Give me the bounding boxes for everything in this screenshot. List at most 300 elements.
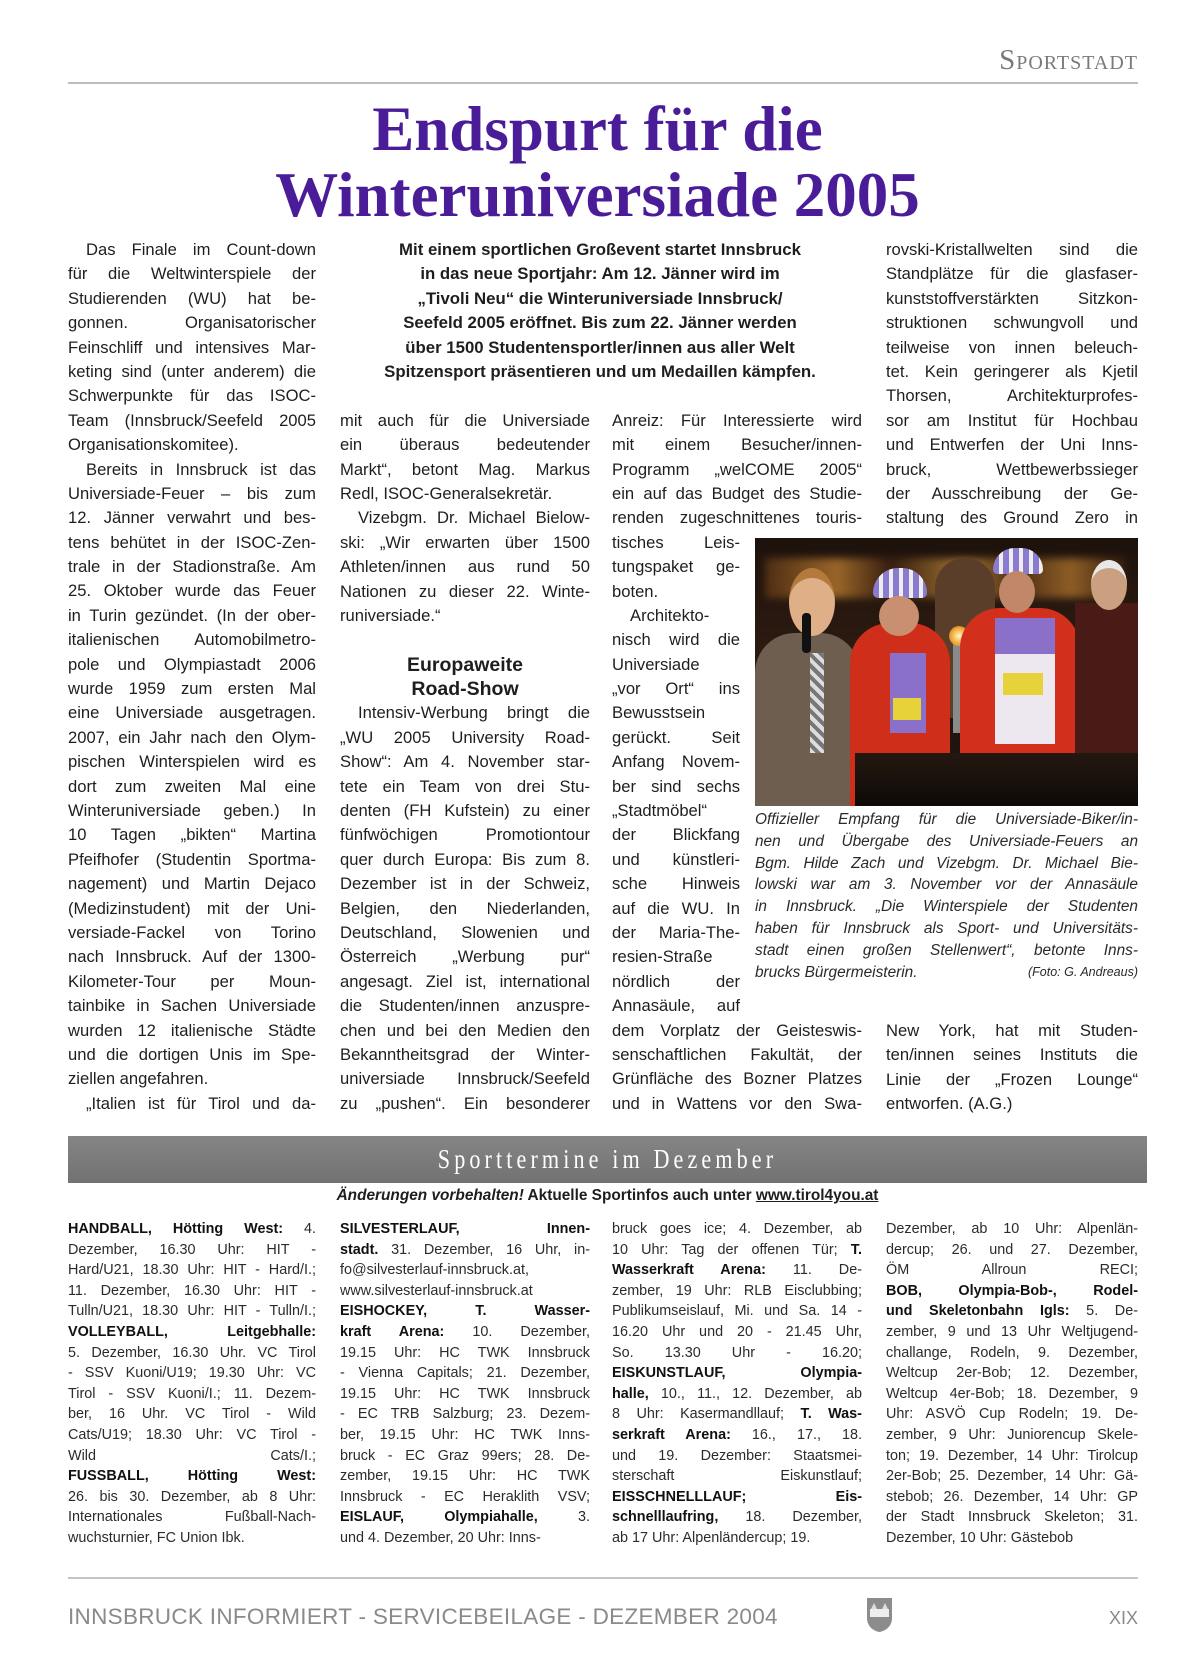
text-line: 2007, ein Jahr nach den Olym- <box>68 727 316 747</box>
text-line: Universiade <box>612 654 700 674</box>
schedule-text: Weltcup 4er-Bob; 18. Dezember, 9 <box>886 1385 1138 1402</box>
schedule-line <box>886 1219 1138 1240</box>
schedule-text: Hard/U21, 18.30 Uhr: HIT - Hard/I.; <box>68 1262 316 1279</box>
schedule-text: Innsbruck - EC Heraklith VSV; <box>340 1488 590 1505</box>
schedule-event-heading: EISSCHNELLLAUF; Eis- <box>612 1488 862 1505</box>
text-line: angesagt. Ziel ist, international <box>340 971 590 991</box>
schedule-line <box>68 1281 316 1302</box>
text-line: die Studenten/innen anzuspre- <box>340 996 590 1016</box>
schedule-text: 5. De- <box>1069 1303 1138 1320</box>
spacer <box>340 628 590 652</box>
schedule-text: So. 13.30 Uhr - 16.20; <box>612 1344 862 1361</box>
schedule-text: zember, 19 Uhr: RLB Eisclubbing; <box>612 1282 862 1299</box>
schedule-line <box>340 1425 590 1446</box>
article-column-1 <box>68 238 316 1116</box>
text-line: Deutschland, Slowenien und <box>340 923 590 942</box>
text-line: Redl, ISOC-Generalsekretär. <box>340 483 553 503</box>
schedule-line <box>886 1507 1138 1528</box>
schedule-line <box>612 1219 862 1240</box>
text-line: der Ausschreibung der Ge- <box>886 483 1138 503</box>
text-line: Thorsen, Architekturprofes- <box>886 386 1138 406</box>
schedule-line <box>68 1343 316 1364</box>
schedule-line <box>886 1466 1138 1487</box>
tirol4you-link[interactable]: www.tirol4you.at <box>755 1187 879 1204</box>
schedule-column-1 <box>68 1219 316 1549</box>
text-line: sche Hinweis <box>612 874 740 894</box>
schedule-text: 11. De- <box>765 1262 862 1279</box>
text-line: gerückt. Seit <box>612 727 740 747</box>
text-line: eine Universiade ausgetragen. <box>68 703 316 723</box>
text-line: gonnen. Organisatorischer <box>68 313 316 333</box>
text-line: Winteruniversiade geben.) In <box>68 800 316 820</box>
cyclist-2-number <box>1003 673 1043 695</box>
text-line: Bereits in Innsbruck ist das <box>86 459 316 479</box>
lede-line: über 1500 Studentensportler/innen aus aller Welt <box>405 337 795 357</box>
schedule-event-heading: HANDBALL, Hötting West: <box>68 1221 284 1237</box>
text-line: „Italien ist für Tirol und da- <box>86 1093 316 1113</box>
text-line: mit auch für die Universiade <box>340 410 590 430</box>
text-line: struktionen schwungvoll und <box>886 313 1138 333</box>
schedule-line <box>340 1446 590 1467</box>
schedule-text: zember, 19.15 Uhr: HC TWK <box>340 1468 590 1485</box>
schedule-text: Tulln/U21, 18.30 Uhr: HIT - Tulln/I.; <box>68 1303 316 1320</box>
schedule-note-text: Aktuelle Sportinfos auch unter <box>523 1187 756 1204</box>
text-line: „Stadtmöbel“ <box>612 801 707 821</box>
bicycles <box>855 753 1138 806</box>
schedule-event-heading: T. Was- <box>800 1406 862 1423</box>
cyclist-1-number <box>893 698 921 720</box>
schedule-event-heading: EISHOCKEY, T. Wasser- <box>340 1303 590 1320</box>
caption-line: Offizieller Empfang für die Universiade-Biker/in- <box>755 811 1138 828</box>
text-line: (Medizinstudent) mit der Uni- <box>68 898 316 918</box>
schedule-text: 11. Dezember, 16.30 Uhr: HIT - <box>68 1282 316 1299</box>
text-line: Österreich „Werbung pur“ <box>340 947 590 967</box>
text-line: Nationen zu dieser 22. Winte- <box>340 581 590 601</box>
schedule-text: 18. Dezember, <box>718 1509 862 1526</box>
schedule-text: 5. Dezember, 16.30 Uhr. VC Tirol <box>68 1344 316 1361</box>
text-line: Kilometer-Tour per Moun- <box>68 971 316 991</box>
schedule-text: stebob; 26. Dezember, 14 Uhr: GP <box>886 1488 1138 1505</box>
schedule-line <box>886 1446 1138 1467</box>
schedule-line <box>340 1363 590 1384</box>
schedule-text: zember, 9 Uhr: Juniorencup Skele- <box>886 1426 1138 1443</box>
schedule-event-heading: halle, <box>612 1385 649 1402</box>
article-column-4-bottom <box>886 1019 1138 1117</box>
text-line: Architekto- <box>630 605 710 625</box>
schedule-text: 2er-Bob; 25. Dezember, 14 Uhr: Gä- <box>886 1468 1138 1485</box>
text-line: boten. <box>612 581 659 601</box>
text-line: und in Wattens vor den Swa- <box>612 1093 862 1113</box>
schedule-line <box>612 1507 862 1528</box>
text-line: Studierenden (WU) hat be- <box>68 288 316 308</box>
text-line: ziellen angefahren. <box>68 1069 209 1089</box>
schedule-line <box>612 1260 862 1281</box>
schedule-text: - SSV Kuoni/U19; 19.30 Uhr: VC <box>68 1365 316 1382</box>
text-line: nördlich der <box>612 971 740 991</box>
schedule-text: 8 Uhr: Kasermandllauf; <box>612 1406 801 1423</box>
caption-line: in Innsbruck. „Die Winterspiele der Studenten <box>755 898 1138 916</box>
schedule-line <box>886 1301 1138 1322</box>
article-title-line-2: Winteruniversiade 2005 <box>275 160 920 230</box>
schedule-text: 10. Dezember, <box>444 1323 590 1340</box>
schedule-column-4 <box>886 1219 1138 1549</box>
text-line: Bekanntheitsgrad der Winter- <box>340 1044 590 1064</box>
schedule-column-3 <box>612 1219 862 1549</box>
person-mayor-head <box>789 568 835 636</box>
lede-line: in das neue Sportjahr: Am 12. Jänner wird im <box>420 264 780 284</box>
text-line: tainbike in Sachen Universiade <box>68 996 316 1016</box>
schedule-text: ton; 19. Dezember, 14 Uhr: Tirolcup <box>886 1447 1138 1464</box>
caption-line: haben für Innsbruck als Sport- und Universitäts- <box>755 919 1138 937</box>
text-line: Schwerpunkte für das ISOC- <box>68 386 316 406</box>
schedule-line <box>612 1363 862 1384</box>
text-line: Organisationskomitee). <box>68 435 239 455</box>
text-line: und die dortigen Unis im Spe- <box>68 1044 316 1064</box>
cyclist-1-bib <box>890 653 926 733</box>
photo-credit: (Foto: G. Andreaus) <box>1028 964 1138 979</box>
caption-line <box>755 962 1138 984</box>
text-line: rovski-Kristallwelten sind die <box>886 240 1138 259</box>
text-line: versiade-Fackel von Torino <box>68 922 316 942</box>
schedule-event-heading: kraft Arena: <box>340 1323 445 1340</box>
schedule-event-heading: T. <box>850 1241 862 1258</box>
page-number: XIX <box>1108 1608 1138 1628</box>
text-line: Linie der „Frozen Lounge“ <box>886 1069 1138 1089</box>
text-line: Programm „welCOME 2005“ <box>612 459 862 479</box>
schedule-line <box>612 1404 862 1425</box>
schedule-line <box>340 1240 590 1261</box>
schedule-line <box>68 1240 316 1261</box>
schedule-line <box>340 1322 590 1343</box>
schedule-text: 19.15 Uhr: HC TWK Innsbruck <box>340 1385 590 1402</box>
schedule-line <box>340 1219 590 1240</box>
text-line: Pfeifhofer (Studentin Sportma- <box>68 849 316 869</box>
schedule-line <box>68 1466 316 1487</box>
text-line: Standplätze für die glasfaser- <box>886 264 1138 284</box>
text-line: sor am Institut für Hochbau <box>886 410 1138 430</box>
schedule-event-heading: serkraft Arena: <box>612 1426 731 1443</box>
schedule-text: bruck - EC Graz 99ers; 28. De- <box>340 1447 590 1464</box>
schedule-text: Uhr: ASVÖ Cup Rodeln; 19. De- <box>886 1406 1138 1423</box>
text-line: der Maria-The- <box>612 923 740 942</box>
text-line: resien-Straße <box>612 947 713 967</box>
schedule-text: ber, 19.15 Uhr: HC TWK Inns- <box>340 1426 590 1443</box>
innsbruck-coat-of-arms-icon <box>866 1597 893 1633</box>
schedule-line <box>886 1322 1138 1343</box>
caption-line: stadt einen großen Stellenwert“, betonte Inns- <box>755 941 1138 959</box>
text-line: entworfen. (A.G.) <box>886 1093 1013 1113</box>
schedule-text: und 19. Dezember: Staatsmei- <box>612 1447 862 1464</box>
schedule-line <box>612 1466 862 1487</box>
schedule-text: www.silvesterlauf-innsbruck.at <box>340 1282 533 1299</box>
person-mayor-coat <box>755 633 860 806</box>
text-line: und Entwerfen der Uni Inns- <box>886 435 1138 455</box>
text-line: zu „pushen“. Ein besonderer <box>340 1093 590 1113</box>
subheading: Road-Show <box>411 678 519 701</box>
schedule-event-heading: und Skeletonbahn Igls: <box>886 1303 1070 1320</box>
schedule-event-heading: EISLAUF, Olympiahalle, <box>340 1509 538 1526</box>
schedule-event-heading: EISKUNSTLAUF, Olympia- <box>612 1365 862 1382</box>
schedule-event-heading: BOB, Olympia-Bob-, Rodel- <box>886 1282 1138 1299</box>
schedule-line <box>886 1425 1138 1446</box>
text-line: Bewusstsein <box>612 703 706 723</box>
text-line: nagement) und Martin Dejaco <box>68 874 316 894</box>
schedule-text: bruck goes ice; 4. Dezember, ab <box>612 1221 862 1237</box>
schedule-text: 4. <box>283 1221 316 1237</box>
text-line: Vizebgm. Dr. Michael Bielow- <box>358 508 590 528</box>
text-line: und künstleri- <box>612 849 740 869</box>
text-line: Belgien, den Niederlanden, <box>340 898 590 918</box>
text-line: Anreiz: Für Interessierte wird <box>612 410 862 430</box>
schedule-text: ab 17 Uhr: Alpenländercup; 19. <box>612 1529 811 1546</box>
schedule-line <box>612 1487 862 1508</box>
schedule-line <box>68 1425 316 1446</box>
schedule-text: 10 Uhr: Tag der offenen Tür; <box>612 1241 851 1258</box>
cyclist-2-face <box>999 571 1035 613</box>
text-line: in Turin gezündet. (In der ober- <box>68 605 316 625</box>
schedule-line <box>886 1404 1138 1425</box>
lede-line: „Tivoli Neu“ die Winteruniversiade Innsbruck/ <box>417 288 783 308</box>
caption-line: nen und Übergabe des Universiade-Feuers an <box>755 832 1138 850</box>
schedule-text: 31. Dezember, 16 Uhr, in- <box>378 1241 590 1258</box>
schedule-text: dercup; 26. und 27. Dezember, <box>886 1241 1138 1258</box>
schedule-line <box>340 1301 590 1322</box>
section-label: Sportstadt <box>999 44 1138 76</box>
text-line: Markt“, betont Mag. Markus <box>340 459 590 479</box>
scarf <box>810 653 824 753</box>
header-rule <box>68 82 1138 84</box>
text-line: nisch wird die <box>612 630 740 650</box>
text-line: keting sind (unter anderem) die <box>68 361 316 381</box>
schedule-text: 19.15 Uhr: HC TWK Innsbruck <box>340 1344 590 1361</box>
schedule-text: der Stadt Innsbruck Skeleton; 31. <box>886 1509 1138 1526</box>
text-line: runiversiade.“ <box>340 605 441 625</box>
schedule-line <box>68 1363 316 1384</box>
schedule-line <box>886 1240 1138 1261</box>
schedule-text: zember, 9 und 13 Uhr Weltjugend- <box>886 1323 1138 1340</box>
schedule-text: ÖM Allroun RECI; <box>886 1262 1138 1279</box>
schedule-line <box>340 1404 590 1425</box>
schedule-line <box>612 1384 862 1405</box>
text-line: bruck, Wettbewerbssieger <box>886 459 1138 479</box>
text-line: italienischen Automobilmetro- <box>68 630 316 650</box>
schedule-line <box>68 1384 316 1405</box>
text-line: fünfwöchigen Promotiontour <box>340 825 590 845</box>
schedule-line <box>340 1281 590 1302</box>
schedule-text: - Vienna Capitals; 21. Dezember, <box>340 1365 590 1382</box>
schedule-text: 16., 17., 18. <box>730 1426 862 1443</box>
schedule-line <box>340 1507 590 1528</box>
text-line: „WU 2005 University Road- <box>340 727 590 747</box>
schedule-line <box>68 1404 316 1425</box>
text-line: „vor Ort“ ins <box>612 679 740 699</box>
text-line: Athleten/innen aus rund 50 <box>340 557 590 577</box>
text-line: wurde 1959 zum ersten Mal <box>68 679 316 699</box>
lede-line: Mit einem sportlichen Großevent startet Innsbruck <box>399 240 801 259</box>
schedule-line <box>340 1466 590 1487</box>
text-line: nach Innsbruck. Auf der 1300- <box>68 947 316 967</box>
schedule-line <box>68 1528 316 1549</box>
schedule-text: und 4. Dezember, 20 Uhr: Inns- <box>340 1529 541 1546</box>
text-line: chen und bei den Medien den <box>340 1020 590 1040</box>
schedule-line <box>886 1343 1138 1364</box>
text-line: Team (Innsbruck/Seefeld 2005 <box>68 410 316 430</box>
text-line: universiade Innsbruck/Seefeld <box>340 1069 590 1089</box>
text-line: 12. Jänner verwahrt und bes- <box>68 508 316 528</box>
text-line: mit einem Besucher/innen- <box>612 435 862 455</box>
footer-rule <box>68 1577 1138 1579</box>
schedule-text: Publikumseislauf, Mi. und Sa. 14 - <box>612 1303 862 1320</box>
schedule-line <box>340 1384 590 1405</box>
schedule-line <box>886 1528 1138 1549</box>
text-line: tete ein Team von drei Stu- <box>340 776 590 796</box>
text-line: pischen Winterspielen wird es <box>68 752 316 772</box>
text-line: staltung des Ground Zero in <box>886 508 1138 528</box>
schedule-text: Dezember, 10 Uhr: Gästebob <box>886 1529 1074 1546</box>
schedule-text: 3. <box>537 1509 590 1526</box>
text-line: Intensiv-Werbung bringt die <box>358 703 590 723</box>
schedule-note-emphasis: Änderungen vorbehalten! <box>336 1187 524 1204</box>
schedule-note <box>68 1184 1147 1208</box>
text-line: pole und Olympiastadt 2006 <box>68 654 316 674</box>
text-line: 25. Oktober wurde das Feuer <box>68 581 316 601</box>
schedule-line <box>886 1487 1138 1508</box>
schedule-line <box>68 1507 316 1528</box>
text-line: Anfang Novem- <box>612 752 740 772</box>
text-line: für die Weltwinterspiele der <box>68 264 316 284</box>
schedule-text: fo@silvesterlauf-innsbruck.at, <box>340 1262 529 1279</box>
subheading: Europaweite <box>407 653 523 676</box>
article-column-2 <box>340 409 590 1116</box>
schedule-event-heading: FUSSBALL, Hötting West: <box>68 1468 316 1485</box>
text-line: Universiade-Feuer – bis zum <box>68 483 316 503</box>
schedule-line <box>612 1343 862 1364</box>
schedule-event-heading: Wasserkraft Arena: <box>612 1262 766 1279</box>
schedule-line <box>612 1301 862 1322</box>
text-line: teilweise von innen beleuch- <box>886 337 1138 357</box>
schedule-line <box>886 1260 1138 1281</box>
schedule-text: Cats/U19; 18.30 Uhr: VC Tirol - <box>68 1426 316 1443</box>
text-line: tet. Kein geringerer als Kjetil <box>886 361 1138 381</box>
schedule-text: Dezember, 16.30 Uhr: HIT - <box>68 1241 316 1258</box>
microphone <box>802 613 811 653</box>
schedule-line <box>68 1260 316 1281</box>
text-line: quer durch Europa: Bis zum 8. <box>340 849 590 869</box>
schedule-line <box>340 1528 590 1549</box>
schedule-line <box>612 1425 862 1446</box>
schedule-text: 10., 11., 12. Dezember, ab <box>648 1385 862 1402</box>
schedule-line <box>612 1240 862 1261</box>
schedule-line <box>612 1281 862 1302</box>
text-line: wurden 12 italienische Städte <box>68 1020 316 1040</box>
text-line: tungspaket ge- <box>612 557 740 577</box>
text-line: ein auf das Budget des Studie- <box>612 483 862 503</box>
article-photo <box>755 538 1138 806</box>
article-lede <box>340 238 860 384</box>
photo-caption <box>755 809 1138 983</box>
person-official-head <box>1091 560 1127 610</box>
schedule-text: 26. bis 30. Dezember, ab 8 Uhr: <box>68 1488 316 1505</box>
schedule-text: Internationales Fußball-Nach- <box>68 1509 316 1526</box>
schedule-text: Tirol - SSV Kuoni/I.; 11. Dezem- <box>68 1385 316 1402</box>
caption-line: Bgm. Hilde Zach und Vizebgm. Dr. Michael Bie- <box>755 854 1138 872</box>
text-line: senschaftlichen Fakultät, der <box>612 1044 862 1064</box>
schedule-text: Wild Cats/I.; <box>68 1447 316 1464</box>
text-line: auf die WU. In <box>612 898 740 918</box>
text-line: Das Finale im Count-down <box>86 240 316 259</box>
schedule-text: challange, Rodeln, 9. Dezember, <box>886 1344 1138 1361</box>
text-line: der Blickfang <box>612 825 740 845</box>
schedule-line <box>886 1281 1138 1302</box>
text-line: trale in der Stadionstraße. Am <box>68 557 316 577</box>
text-line: Show“: Am 4. November star- <box>340 752 590 772</box>
article-title-line-1: Endspurt für die <box>372 94 823 164</box>
schedule-text: Weltcup 2er-Bob; 12. Dezember, <box>886 1365 1138 1382</box>
text-line: ber sind sechs <box>612 776 740 796</box>
text-line: Dezember ist in der Schweiz, <box>340 874 590 894</box>
lede-line: Seefeld 2005 eröffnet. Bis zum 22. Jänner werden <box>403 313 797 333</box>
schedule-line <box>68 1446 316 1467</box>
schedule-line <box>612 1528 862 1549</box>
text-line: Annasäule, auf <box>612 996 740 1016</box>
schedule-line <box>340 1487 590 1508</box>
text-line: ten/innen seines Instituts die <box>886 1045 1138 1065</box>
schedule-text: wuchsturnier, FC Union Ibk. <box>68 1529 245 1546</box>
schedule-text: Dezember, ab 10 Uhr: Alpenlän- <box>886 1221 1138 1237</box>
schedule-line <box>68 1487 316 1508</box>
caption-line-text: brucks Bürgermeisterin. <box>755 963 918 981</box>
cyclist-1-face <box>879 596 919 636</box>
text-line: dem Vorplatz der Geisteswis- <box>612 1020 862 1040</box>
schedule-event-heading: schnelllaufring, <box>612 1509 719 1526</box>
schedule-line <box>612 1322 862 1343</box>
schedule-line <box>340 1260 590 1281</box>
schedule-line <box>68 1301 316 1322</box>
publication-name: INNSBRUCK INFORMIERT - SERVICEBEILAGE - DEZEMBER 2004 <box>68 1604 778 1629</box>
lede-line: Spitzensport präsentieren und um Medaillen kämpfen. <box>384 361 816 381</box>
schedule-text: sterschaft Eiskunstlauf; <box>612 1468 862 1485</box>
schedule-text: 16.20 Uhr und 20 - 21.45 Uhr, <box>612 1323 862 1340</box>
schedule-event-heading: stadt. <box>340 1241 379 1258</box>
article-column-4-top <box>886 238 1138 531</box>
schedule-line <box>68 1322 316 1343</box>
text-line: Grünfläche des Bozner Platzes <box>612 1069 862 1089</box>
text-line: 10 Tagen „bikten“ Martina <box>68 825 316 845</box>
text-line: ski: „Wir erwarten über 1500 <box>340 532 590 552</box>
schedule-line <box>886 1363 1138 1384</box>
schedule-column-2 <box>340 1219 590 1549</box>
text-line: tisches Leis- <box>612 532 740 552</box>
schedule-event-heading: VOLLEYBALL, Leitgebhalle: <box>68 1323 316 1340</box>
schedule-line <box>68 1219 316 1240</box>
schedule-text: ber, 16 Uhr. VC Tirol - Wild <box>68 1406 316 1423</box>
schedule-line <box>612 1446 862 1467</box>
schedule-event-heading: SILVESTERLAUF, Innen- <box>340 1221 590 1237</box>
text-line: renden zugeschnittenes touris- <box>612 508 862 528</box>
schedule-line <box>886 1384 1138 1405</box>
text-line: New York, hat mit Studen- <box>886 1020 1138 1040</box>
schedule-text: - EC TRB Salzburg; 23. Dezem- <box>340 1406 590 1423</box>
text-line: ein überaus bedeutender <box>340 435 590 455</box>
text-line: Feinschliff und intensives Mar- <box>68 337 316 357</box>
text-line: denten (FH Kufstein) zu einer <box>340 801 590 821</box>
caption-line: lowski war am 3. November vor der Annasäule <box>755 876 1138 894</box>
text-line: dort zum zweiten Mal eine <box>68 776 316 796</box>
text-line: kunststoffverstärkten Sitzkon- <box>886 288 1138 308</box>
schedule-title: Sporttermine im Dezember <box>437 1144 778 1174</box>
text-line: tens behütet in der ISOC-Zen- <box>68 532 316 552</box>
schedule-line <box>340 1343 590 1364</box>
